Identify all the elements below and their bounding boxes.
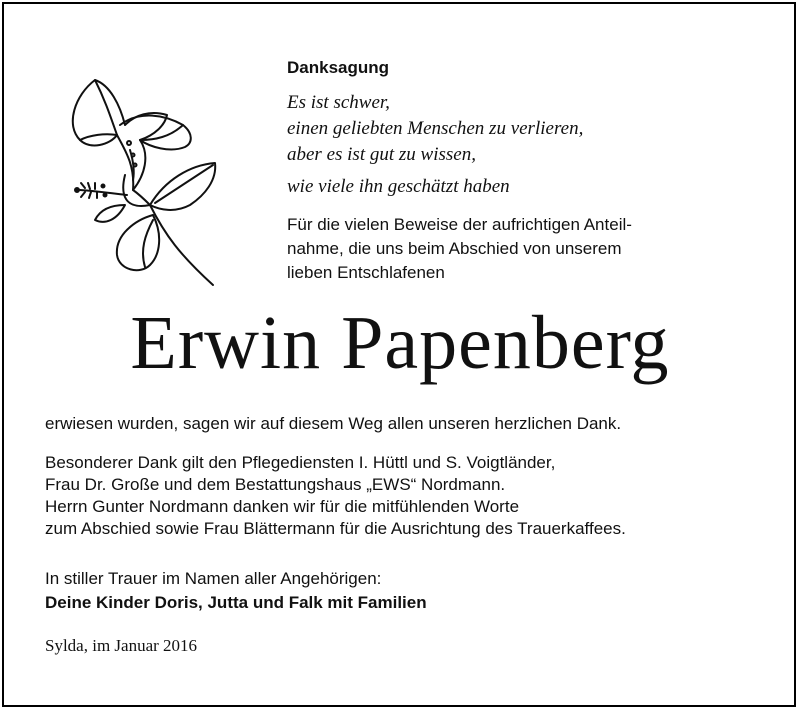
thanks-text: erwiesen wurden, sagen wir auf diesem Weg allen unseren herzlichen Dank. [45, 414, 622, 433]
poem [287, 90, 583, 200]
mourning-line: In stiller Trauer im Namen aller Angehörigen: [45, 569, 382, 588]
special-thanks-line: Herrn Gunter Nordmann danken wir für die mitfühlenden Worte [45, 497, 520, 516]
poem-line: wie viele ihn geschätzt haben [287, 176, 510, 197]
special-thanks [45, 452, 626, 540]
intro-text [287, 213, 632, 285]
deceased-name: Erwin Papenberg [130, 301, 670, 385]
mourning-block [45, 567, 427, 615]
intro-line: Für die vielen Beweise der aufrichtigen Anteil- [287, 215, 632, 234]
special-thanks-line: Frau Dr. Große und dem Bestattungshaus „EWS“ Nordmann. [45, 475, 506, 494]
thanks-line [45, 412, 621, 436]
poem-line: aber es ist gut zu wissen, [287, 144, 476, 165]
place-date: Sylda, im Januar 2016 [45, 636, 198, 655]
intro-line: lieben Entschlafenen [287, 263, 445, 282]
special-thanks-line: zum Abschied sowie Frau Blättermann für die Ausrichtung des Trauerkaffees. [45, 519, 626, 538]
calla-lily-icon [55, 55, 230, 295]
family-signature: Deine Kinder Doris, Jutta und Falk mit Familien [45, 593, 427, 612]
poem-line: Es ist schwer, [287, 92, 390, 113]
intro-line: nahme, die uns beim Abschied von unserem [287, 239, 622, 258]
special-thanks-line: Besonderer Dank gilt den Pflegediensten I. Hüttl und S. Voigtländer, [45, 453, 556, 472]
poem-line: einen geliebten Menschen zu verlieren, [287, 118, 584, 139]
heading: Danksagung [287, 58, 390, 77]
